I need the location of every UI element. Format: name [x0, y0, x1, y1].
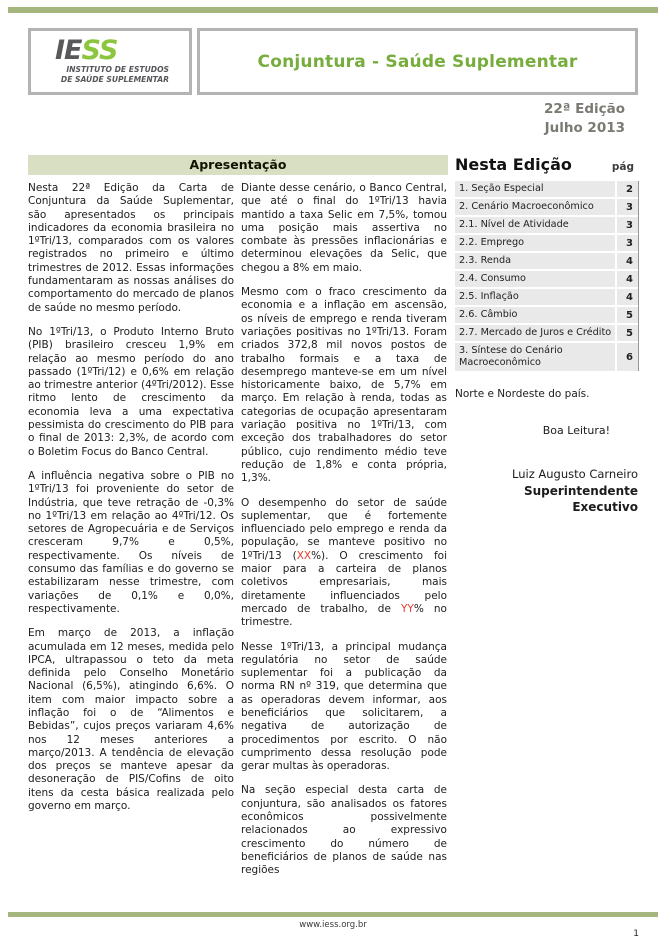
- iess-logo-inner: [55, 37, 169, 84]
- right-column: [241, 182, 447, 889]
- page-number: 1: [633, 929, 639, 939]
- toc-row: [455, 325, 638, 341]
- edition-number: 22ª Edição: [544, 101, 625, 117]
- edition-date: Julho 2013: [544, 120, 625, 136]
- paragraph: Diante desse cenário, o Banco Central, que até o final do 1ºTri/13 havia mantido a taxa Selic em 7,5%, tomou uma posição mais assertiva no combate às pressões inflacionárias e determinou elevações da Selic, que chegou a 8% em maio.: [241, 182, 447, 274]
- top-green-rule: [8, 7, 658, 13]
- toc-item-label: 2.3. Renda: [455, 253, 615, 269]
- toc-row: [455, 271, 638, 287]
- paragraph: Na seção especial desta carta de conjuntura, são analisados os fatores econômicos possivelmente relacionados ao expressivo crescimento do número de beneficiários de planos de saúde nas regiões: [241, 784, 447, 877]
- toc-item-label: 2.4. Consumo: [455, 271, 615, 287]
- toc-row: [455, 307, 638, 323]
- toc-item-page: 4: [617, 289, 638, 305]
- toc-row: [455, 289, 638, 305]
- left-column: [28, 182, 234, 889]
- toc-item-page: 4: [617, 271, 638, 287]
- toc-row: [455, 235, 638, 251]
- paragraph: A influência negativa sobre o PIB no 1ºTri/13 foi proveniente do setor de Indústria, que teve retração de -0,3% no 1ºTri/13 em relação ao 4ºTri/12. Os setores de Agropecuária e de Serviços cresceram 9,7% e 0,5%, respectivamente. Os níveis de consumo das famílias e do governo se estabilizaram nesse trimestre, com variações de 0,1% e 0,0%, respectivamente.: [28, 469, 234, 615]
- main-article: [28, 155, 448, 889]
- section-title-bar: Apresentação: [28, 155, 448, 175]
- placeholder-xx: XX: [296, 549, 312, 562]
- toc-row: [455, 181, 638, 197]
- iess-logo: [28, 28, 192, 95]
- paragraph: Mesmo com o fraco crescimento da economia e a inflação em ascensão, os níveis de emprego e renda tiveram variações positivas no 1ºTri/13. Foram criados 372,8 mil novos postos de trabalho formais e a taxa de desemprego manteve-se em um nível historicamente baixo, de 5,7% em março. Em relação à renda, todas as categorias de ocupação apresentaram variação positiva no 1ºTri/13, com exceção dos trabalhadores do setor público, cujo rendimento médio teve redução de 1,8% e conta própria, 1,3%.: [241, 286, 447, 485]
- toc-item-label: 2.7. Mercado de Juros e Crédito: [455, 325, 615, 341]
- iess-logo-acronym: [55, 37, 169, 65]
- paragraph-with-placeholders: [241, 497, 447, 630]
- toc-item-label: 2. Cenário Macroeconômico: [455, 199, 615, 215]
- paragraph: No 1ºTri/13, o Produto Interno Bruto (PIB) brasileiro cresceu 1,9% em relação ao mesmo período do ano passado (1ºTri/12) e 0,6% em relação ao trimestre anterior (4ºTri/2012). Esse ritmo lento de crescimento da economia leva a uma expectativa pessimista do crescimento do PIB para o final de 2013: 2,3%, de acordo com o Boletim Focus do Banco Central.: [28, 325, 234, 458]
- paragraph: Nesse 1ºTri/13, a principal mudança regulatória no setor de saúde suplementar foi a publicação da norma RN nº 319, que determina que as operadoras devem informar, aos beneficiários que solicitarem, a negativa de autorização de procedimentos por escrito. O não cumprimento dessa resolução pode gerar multas às operadoras.: [241, 640, 447, 773]
- left-column-paragraphs: [28, 182, 234, 813]
- toc-item-page: 3: [617, 235, 638, 251]
- title-box: [197, 28, 638, 95]
- toc-row: [455, 217, 638, 233]
- highlight-seg2: %). O crescimento foi maior para a carteira de planos coletivos empresariais, mais diretamente influenciados pelo mercado de trabalho, de: [241, 549, 447, 615]
- toc-header: [455, 155, 639, 181]
- right-column-paragraphs-bottom: [241, 641, 447, 878]
- placeholder-yy: YY: [401, 602, 414, 615]
- greeting-text: Boa Leitura!: [542, 424, 610, 438]
- toc-row: [455, 343, 638, 371]
- page-header: [28, 28, 638, 95]
- article-continuation: Norte e Nordeste do país.: [455, 388, 590, 400]
- toc-item-label: 2.1. Nível de Atividade: [455, 217, 615, 233]
- toc-row: [455, 253, 638, 269]
- toc-item-page: 3: [617, 217, 638, 233]
- toc-item-page: 4: [617, 253, 638, 269]
- signature-block: [455, 466, 639, 516]
- logo-subtitle-line1: INSTITUTO DE ESTUDOS: [66, 65, 169, 74]
- toc-item-label: 1. Seção Especial: [455, 181, 615, 197]
- paragraph: Em março de 2013, a inflação acumulada em 12 meses, medida pelo IPCA, ultrapassou o teto da meta definida pelo Conselho Monetário Nacional (6,5%), atingindo 6,6%. O item com maior impacto sobre a inflação foi o de “Alimentos e Bebidas”, cujos preços variaram 4,6% nos 12 meses anteriores a março/2013. A tendência de elevação dos preços se manteve apesar da desoneração de PIS/Cofins de oito itens da cesta básica realizada pelo governo em março.: [28, 627, 234, 813]
- highlight-seg3: % no trimestre.: [241, 602, 447, 629]
- toc-row: [455, 199, 638, 215]
- page-title: Conjuntura - Saúde Suplementar: [257, 51, 578, 72]
- logo-subtitle-line2: DE SAÚDE SUPLEMENTAR: [60, 74, 169, 84]
- toc-item-page: 6: [617, 343, 638, 371]
- table-of-contents: [455, 181, 639, 371]
- edition-block: [544, 100, 625, 138]
- logo-acronym-dark: IE: [55, 35, 82, 66]
- toc-item-label: 2.5. Inflação: [455, 289, 615, 305]
- paragraph: Nesta 22ª Edição da Carta de Conjuntura da Saúde Suplementar, são apresentados os principais indicadores da economia brasileira no 1ºTri/13, comparados com os valores registrados no primeiro e último trimestres de 2012. Essas informações fundamentaram as nossas análises do comportamento do mercado de planos de saúde no mesmo período.: [28, 182, 234, 314]
- article-columns: [28, 182, 448, 889]
- logo-acronym-green: SS: [81, 35, 118, 66]
- signature-role: Superintendente Executivo: [523, 483, 638, 515]
- bottom-green-rule: [8, 912, 658, 917]
- highlight-seg1: O desempenho do setor de saúde suplementar, que é fortemente influenciado pelo emprego e renda da população, se manteve positivo no 1ºTri/13 (: [241, 496, 447, 562]
- signature-name: Luiz Augusto Carneiro: [512, 467, 638, 482]
- toc-item-label: 3. Síntese do Cenário Macroeconômico: [455, 343, 615, 371]
- toc-item-label: 2.6. Câmbio: [455, 307, 615, 323]
- toc-page-label: pág: [611, 161, 634, 173]
- sidebar: [455, 155, 639, 516]
- toc-item-page: 5: [617, 307, 638, 323]
- toc-item-page: 5: [617, 325, 638, 341]
- footer-url: www.iess.org.br: [299, 920, 367, 930]
- toc-item-page: 3: [617, 199, 638, 215]
- right-column-paragraphs-top: [241, 182, 447, 486]
- toc-item-label: 2.2. Emprego: [455, 235, 615, 251]
- toc-item-page: 2: [617, 181, 638, 197]
- toc-title: Nesta Edição: [455, 155, 572, 174]
